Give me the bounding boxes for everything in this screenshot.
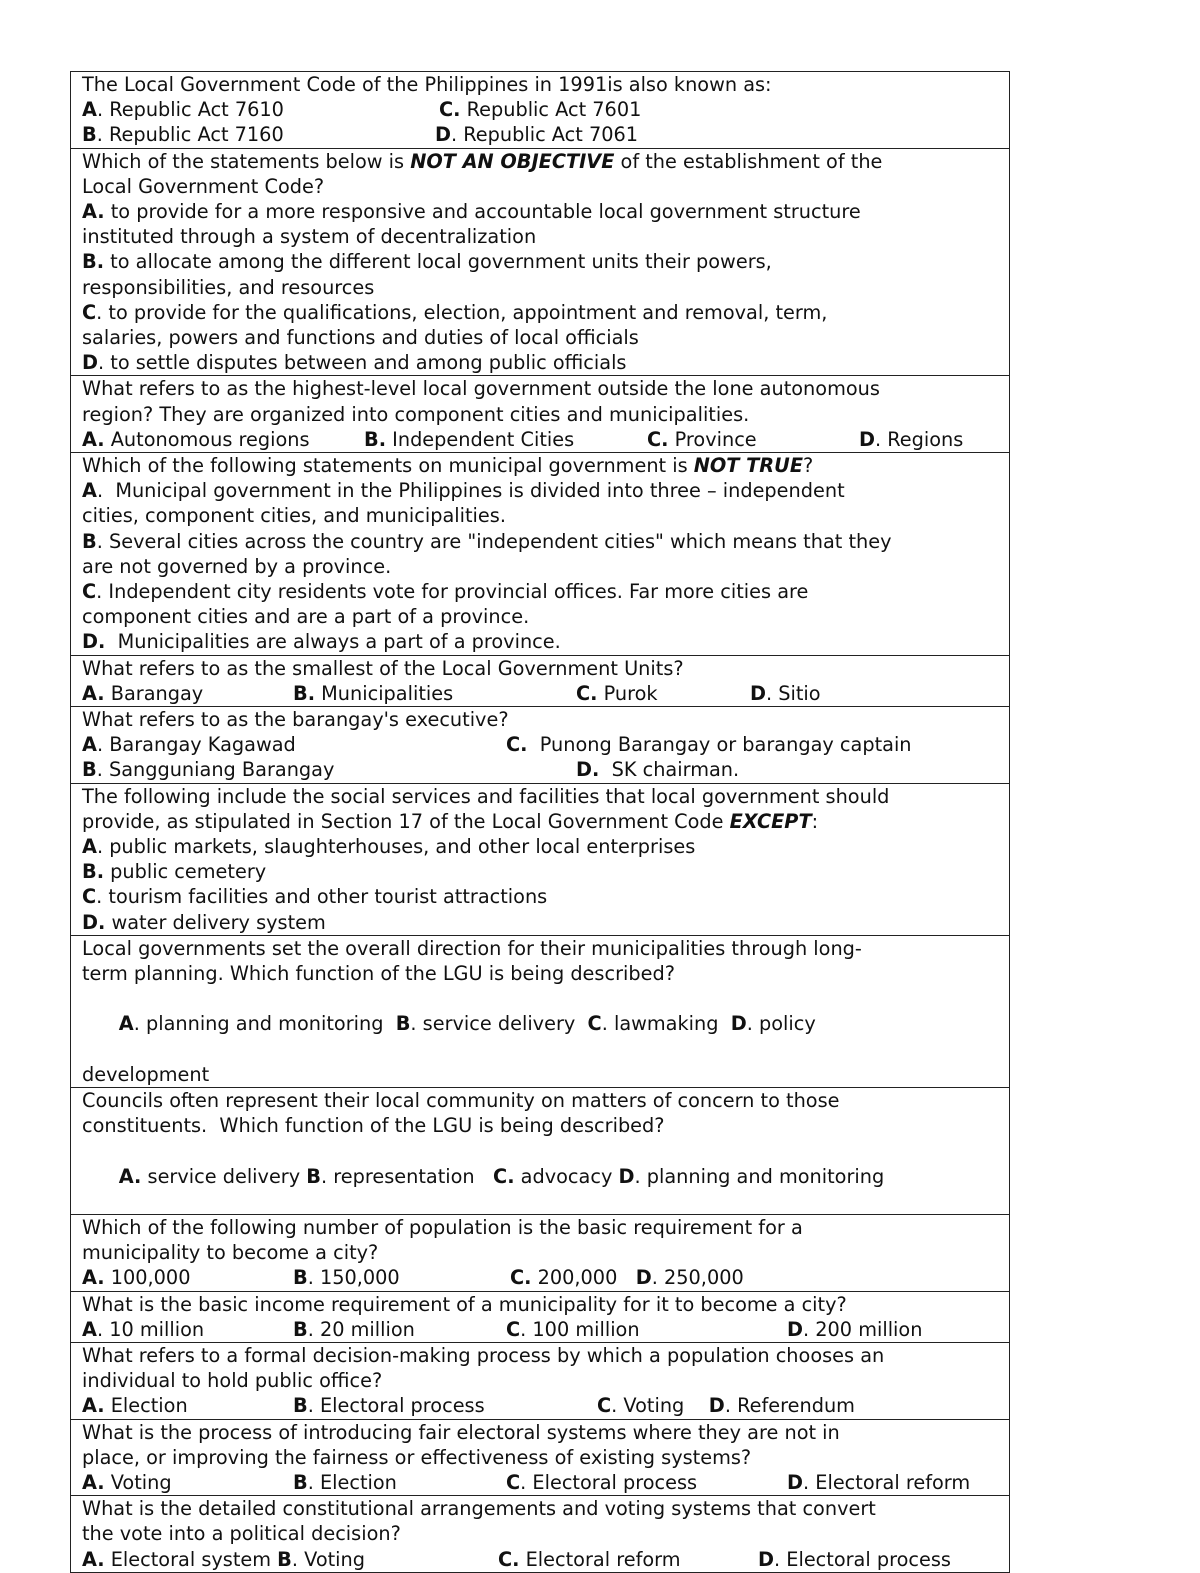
question-text: What refers to a formal decision-making process by which a population chooses an bbox=[82, 1344, 885, 1368]
question-text: place, or improving the fairness or effectiveness of existing systems? bbox=[82, 1445, 752, 1469]
question-row bbox=[71, 1215, 1010, 1292]
option-line bbox=[82, 97, 1003, 122]
question-text: The following include the social services and facilities that local government should bbox=[82, 784, 890, 808]
option-line bbox=[82, 1547, 1003, 1572]
option-d: D. Electoral reform bbox=[787, 1471, 971, 1495]
option-b: B. Sangguniang Barangay bbox=[82, 758, 335, 782]
question-text: What refers to as the smallest of the Local Government Units? bbox=[82, 656, 684, 680]
question-cell bbox=[71, 1291, 1010, 1342]
option-c-cont: salaries, powers and functions and duties of local officials bbox=[82, 326, 639, 349]
option-a: . planning and monitoring bbox=[133, 1012, 396, 1036]
option-b: B. Several cities across the country are "independent cities" which means that they bbox=[82, 529, 892, 553]
option-c: C. Punong Barangay or barangay captain bbox=[506, 733, 912, 757]
option-b: B. Municipalities bbox=[293, 681, 454, 705]
option-line bbox=[82, 122, 1003, 147]
option-b: B. Republic Act 7160 bbox=[82, 123, 284, 147]
option-d-cont: development bbox=[82, 1062, 210, 1086]
question-text: Local Government Code? bbox=[82, 174, 325, 198]
option-b: B. to allocate among the different local government units their powers, bbox=[82, 250, 772, 274]
question-text: individual to hold public office? bbox=[82, 1369, 383, 1393]
option-line bbox=[82, 732, 1003, 757]
question-cell bbox=[71, 935, 1010, 1087]
option-c: C. Republic Act 7601 bbox=[439, 98, 642, 122]
question-row bbox=[71, 376, 1010, 453]
option-b: B. Independent Cities bbox=[364, 427, 575, 451]
question-text: Councils often represent their local community on matters of concern to those bbox=[82, 1089, 840, 1113]
question-table bbox=[70, 71, 1010, 1573]
option-a: service delivery bbox=[141, 1164, 307, 1188]
option-line: A. planning and monitoring B. service delivery C. lawmaking D. policy bbox=[118, 1012, 816, 1036]
question-cell bbox=[71, 72, 1010, 149]
option-c: C. Electoral process bbox=[506, 1471, 698, 1495]
option-cd: C. 200,000 D. 250,000 bbox=[510, 1266, 744, 1290]
question-row bbox=[71, 72, 1010, 149]
option-a: A. 10 million bbox=[82, 1317, 205, 1341]
question-row bbox=[71, 1291, 1010, 1342]
option-a: A. Election bbox=[82, 1394, 188, 1418]
question-text: the vote into a political decision? bbox=[82, 1522, 401, 1546]
option-d: D. Municipalities are always a part of a province. bbox=[82, 630, 561, 654]
option-a: A. to provide for a more responsive and accountable local government structure bbox=[82, 199, 861, 223]
option-line bbox=[82, 1393, 1003, 1418]
question-text: What refers to as the highest-level local government outside the lone autonomous bbox=[82, 377, 880, 401]
question-cell bbox=[71, 1215, 1010, 1292]
option-c: advocacy bbox=[514, 1164, 619, 1188]
option-a-cont: cities, component cities, and municipalities. bbox=[82, 504, 506, 528]
question-text: Local governments set the overall direction for their municipalities through long- bbox=[82, 936, 862, 960]
question-text: region? They are organized into component cities and municipalities. bbox=[82, 402, 750, 426]
option-b: B. public cemetery bbox=[82, 860, 267, 884]
option-a: A. Autonomous regions bbox=[82, 427, 310, 451]
question-row bbox=[71, 1088, 1010, 1215]
question-cell bbox=[71, 1419, 1010, 1496]
question-text: municipality to become a city? bbox=[82, 1241, 379, 1265]
option-a: A. Republic Act 7610 bbox=[82, 98, 284, 122]
option-d: D. water delivery system bbox=[82, 910, 326, 934]
question-row bbox=[71, 1496, 1010, 1573]
question-text: Which of the following number of population is the basic requirement for a bbox=[82, 1216, 803, 1240]
option-line bbox=[82, 1265, 1003, 1290]
question-cell bbox=[71, 707, 1010, 784]
question-row bbox=[71, 707, 1010, 784]
option-b-cont: are not governed by a province. bbox=[82, 554, 392, 578]
option-a-cont: instituted through a system of decentralization bbox=[82, 225, 537, 249]
option-b: B. 150,000 bbox=[293, 1266, 400, 1290]
option-c: C. to provide for the qualifications, election, appointment and removal, term, bbox=[82, 300, 828, 324]
question-row bbox=[71, 783, 1010, 935]
option-a: A. Voting bbox=[82, 1471, 172, 1495]
question-row bbox=[71, 935, 1010, 1087]
option-b: B. 20 million bbox=[293, 1317, 415, 1341]
option-d: D. Electoral process bbox=[758, 1547, 951, 1571]
question-cell bbox=[71, 376, 1010, 453]
option-d: D. 200 million bbox=[787, 1317, 923, 1341]
option-ab: A. Electoral system B. Voting bbox=[82, 1547, 365, 1571]
question-row bbox=[71, 148, 1010, 376]
option-d: . policy bbox=[746, 1012, 816, 1036]
question-cell bbox=[71, 655, 1010, 706]
question-text: The Local Government Code of the Philippines in 1991is also known as: bbox=[82, 73, 772, 96]
option-a: A. Municipal government in the Philippines is divided into three – independent bbox=[82, 479, 845, 503]
question-text: What refers to as the barangay's executive? bbox=[82, 708, 509, 732]
question-row bbox=[71, 1343, 1010, 1420]
option-d: D. Sitio bbox=[750, 681, 821, 705]
option-b: . service delivery bbox=[410, 1012, 588, 1036]
question-text: Which of the statements below is NOT AN OBJECTIVE of the establishment of the bbox=[82, 149, 883, 173]
option-d: D. Regions bbox=[859, 427, 964, 451]
question-cell bbox=[71, 1496, 1010, 1573]
option-a: A. Barangay bbox=[82, 681, 204, 705]
option-b: B. Election bbox=[293, 1471, 397, 1495]
option-c: C. tourism facilities and other tourist attractions bbox=[82, 885, 548, 909]
option-line bbox=[82, 427, 1003, 452]
option-c: C. Independent city residents vote for provincial offices. Far more cities are bbox=[82, 580, 809, 604]
question-row bbox=[71, 655, 1010, 706]
option-c: . lawmaking bbox=[601, 1012, 731, 1036]
option-d: D. SK chairman. bbox=[576, 758, 740, 782]
question-row bbox=[71, 1419, 1010, 1496]
question-text: What is the detailed constitutional arrangements and voting systems that convert bbox=[82, 1497, 876, 1521]
option-a: A. Barangay Kagawad bbox=[82, 733, 296, 757]
question-text: What is the process of introducing fair electoral systems where they are not in bbox=[82, 1420, 840, 1444]
option-c: C. 100 million bbox=[506, 1317, 640, 1341]
option-d: . planning and monitoring bbox=[634, 1164, 885, 1188]
option-line bbox=[82, 1317, 1003, 1342]
option-line bbox=[82, 757, 1003, 782]
option-b: B. Electoral process bbox=[293, 1394, 485, 1418]
question-cell bbox=[71, 1088, 1010, 1215]
option-c: C. Province bbox=[647, 427, 757, 451]
option-a: A. 100,000 bbox=[82, 1266, 191, 1290]
question-text: constituents. Which function of the LGU is being described? bbox=[82, 1114, 665, 1138]
option-b: . representation bbox=[320, 1164, 494, 1188]
option-d: D. to settle disputes between and among public officials bbox=[82, 351, 627, 375]
option-c-cont: component cities and are a part of a province. bbox=[82, 605, 530, 629]
question-cell bbox=[71, 783, 1010, 935]
question-row bbox=[71, 453, 1010, 656]
option-c: C. Electoral reform bbox=[498, 1547, 681, 1571]
question-text: provide, as stipulated in Section 17 of the Local Government Code EXCEPT: bbox=[82, 809, 819, 833]
question-text: term planning. Which function of the LGU is being described? bbox=[82, 962, 675, 986]
option-d: D. Republic Act 7061 bbox=[435, 123, 639, 147]
option-cd: C. Voting D. Referendum bbox=[597, 1394, 855, 1418]
option-line bbox=[82, 1470, 1003, 1495]
option-b-cont: responsibilities, and resources bbox=[82, 275, 375, 299]
option-a: A. public markets, slaughterhouses, and other local enterprises bbox=[82, 835, 696, 858]
question-text: Which of the following statements on municipal government is NOT TRUE? bbox=[82, 454, 814, 477]
question-text: What is the basic income requirement of a municipality for it to become a city? bbox=[82, 1292, 847, 1316]
option-line bbox=[82, 681, 1003, 706]
question-cell bbox=[71, 148, 1010, 376]
option-c: C. Purok bbox=[576, 681, 658, 705]
question-cell bbox=[71, 453, 1010, 656]
question-cell bbox=[71, 1343, 1010, 1420]
option-line: A. service delivery B. representation C. advocacy D. planning and monitoring bbox=[118, 1164, 885, 1188]
